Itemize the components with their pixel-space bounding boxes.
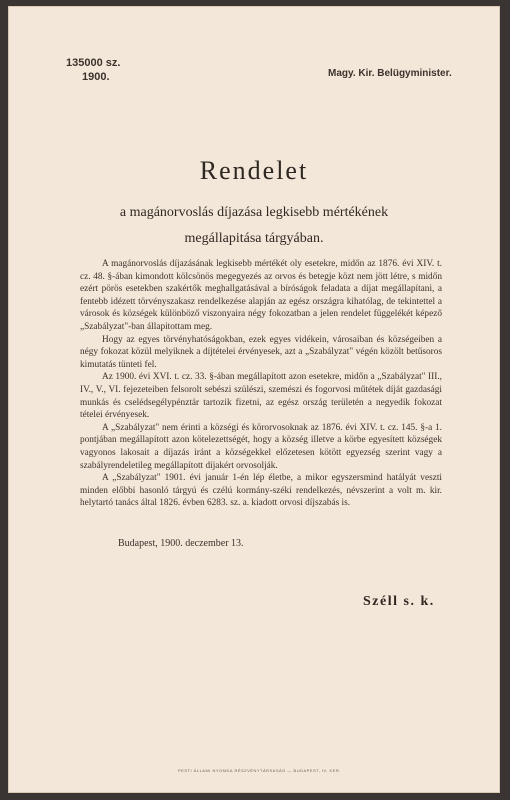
signature: Széll s. k. [363, 594, 435, 609]
paragraph: Az 1900. évi XVI. t. cz. 33. §-ában megállapított azon esetekre, midőn a „Szabályzat" III., IV., V., VI. fejezeteiben felsorolt sebészi szülészi, szemészi és fogorvosi műtétek díját gazdasági munkás és cselédsegélypénztár tartozik fizetni, az egész ország területén a negyedik fokozat tételei érvényesek. [80, 372, 442, 421]
subtitle-line: megállapitása tárgyában. [184, 231, 324, 246]
printer-imprint: PESTI ÁLLAMI NYOMDA RÉSZVÉNYTÁRSASÁG — BUDAPEST, IV. KER. [178, 768, 341, 773]
issuing-ministry: Magy. Kir. Belügyminister. [328, 68, 452, 79]
paragraph: A magánorvoslás díjazásának legkisebb mértékét oly esetekre, midőn az 1876. évi XIV. t. cz. 48. §-ában kimondott kölcsönös megegyezés az orvos és betegje közt nem jött létre, s midőn ezért pörös esetekben szakértők meghallgatásával a bíróságok feladata a díjat megállapítani, a fentebb idézett törvényszakasz rendelkezése alapján az egész országra kihatólag, de tekintettel a városok és községek különböző viszonyaira négy fokozatban a jelen rendelet függelékét képező „Szabályzat"-ban állapitottam meg. [80, 259, 442, 332]
document-year: 1900. [82, 71, 110, 83]
paragraph: A „Szabályzat" 1901. évi január 1-én lép életbe, a mikor egyszersmind hatályát veszti minden előbbi hasonló tárgyú és czélú kormány-széki rendelkezés, névszerint a volt m. kir. helytartó tanács által 1826. évben 6283. sz. a. kiadott orvosi díjszabás is. [80, 473, 442, 509]
reference-number [66, 56, 120, 84]
subtitle-line: a magánorvoslás díjazása legkisebb mértékének [119, 205, 389, 220]
paragraph: Hogy az egyes törvényhatóságokban, ezek egyes vidékein, városaiban és községeiben a négy fokozat közül melyiknek a díjtételei érvényesek, azt a „Szabályzat" végén közölt betűsoros kimutatás tünteti fel. [80, 334, 442, 370]
paragraph: A „Szabályzat" nem érinti a községi és körorvosoknak az 1876. évi XIV. t. cz. 145. §-a 1. pontjában megállapított azon kötelezettségét, hogy a község illetve a körbe egyesített községek vagyonos lakosait a díjazás iránt a községekkel előzetesen kötött egyezség szerint vagy a szabályrendeletileg megállapított díjakért orvosolják. [80, 422, 442, 471]
document-title: Rendelet [199, 156, 309, 185]
document-page [8, 6, 500, 793]
document-number: 135000 sz. [66, 57, 121, 69]
issue-date: Budapest, 1900. deczember 13. [118, 538, 244, 549]
document-subtitle [8, 200, 500, 252]
decree-body [80, 258, 442, 510]
